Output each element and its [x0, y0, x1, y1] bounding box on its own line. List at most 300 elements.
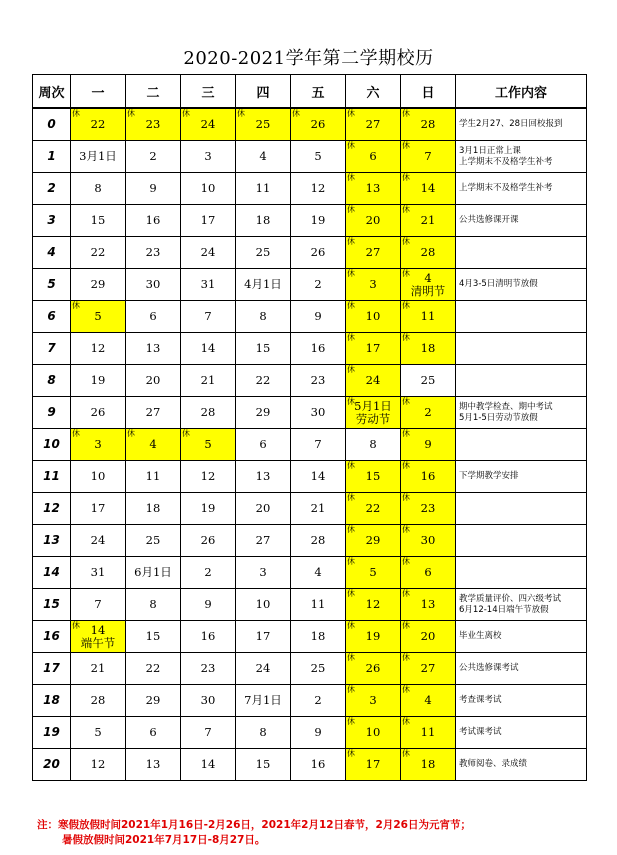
day-date: 5: [94, 725, 102, 739]
holiday-mark: 休: [402, 493, 410, 502]
day-date: 24: [255, 661, 271, 675]
holiday-mark: 休: [402, 525, 410, 534]
day-date: 28: [90, 693, 106, 707]
header-mon: 一: [71, 75, 126, 109]
holiday-mark: 休: [182, 429, 190, 438]
day-cell: [181, 493, 236, 525]
day-cell: [291, 237, 346, 269]
day-cell: [291, 205, 346, 237]
day-cell: [401, 557, 456, 589]
day-cell: [126, 589, 181, 621]
holiday-mark: 休: [402, 653, 410, 662]
day-date: 23: [145, 245, 161, 259]
day-cell: [126, 397, 181, 429]
day-cell: [236, 621, 291, 653]
day-date: 30: [200, 693, 216, 707]
week-number: 14: [33, 557, 71, 589]
holiday-mark: 休: [72, 109, 80, 118]
day-date: 11: [420, 309, 436, 323]
day-cell: [71, 589, 126, 621]
day-cell: [291, 429, 346, 461]
header-fri: 五: [291, 75, 346, 109]
work-content-line: 下学期教学安排: [459, 471, 519, 481]
work-content-cell: [456, 269, 587, 301]
day-date: 6: [369, 149, 377, 163]
day-cell: [236, 557, 291, 589]
holiday-mark: 休: [402, 717, 410, 726]
day-cell: [346, 429, 401, 461]
day-date: 7: [314, 437, 322, 451]
day-cell: [181, 301, 236, 333]
day-cell: [126, 173, 181, 205]
day-cell: [126, 141, 181, 173]
holiday-mark: 休: [347, 141, 355, 150]
day-date: 15: [145, 629, 161, 643]
day-date: 17: [365, 757, 381, 771]
day-date: 20: [145, 373, 161, 387]
footnote-line-2: 暑假放假时间2021年7月17日-8月27日。: [62, 834, 266, 846]
day-date: 14: [420, 181, 436, 195]
day-cell: [71, 141, 126, 173]
day-cell: [126, 461, 181, 493]
day-cell: [346, 173, 401, 205]
day-cell: [401, 621, 456, 653]
header-work-content: 工作内容: [456, 75, 587, 109]
work-content-cell: [456, 237, 587, 269]
work-content-cell: [456, 653, 587, 685]
day-date: 17: [90, 501, 106, 515]
day-date: 20: [255, 501, 271, 515]
day-cell: [126, 301, 181, 333]
day-cell: [71, 525, 126, 557]
day-date: 2: [424, 405, 432, 419]
day-date: 6: [149, 309, 157, 323]
day-date: 30: [310, 405, 326, 419]
day-date: 3: [259, 565, 267, 579]
day-date: 31: [200, 277, 216, 291]
week-number: 16: [33, 621, 71, 653]
week-number: 13: [33, 525, 71, 557]
day-date: 30: [420, 533, 436, 547]
day-date: 2: [149, 149, 157, 163]
day-cell: [181, 557, 236, 589]
day-cell: [236, 141, 291, 173]
day-cell: [346, 461, 401, 493]
holiday-mark: 休: [347, 557, 355, 566]
day-date: 8: [259, 725, 267, 739]
holiday-mark: 休: [402, 397, 410, 406]
day-cell: [236, 749, 291, 781]
day-date: 9: [314, 725, 322, 739]
header-wed: 三: [181, 75, 236, 109]
day-date: 23: [200, 661, 216, 675]
work-content-cell: [456, 173, 587, 205]
day-cell: [401, 685, 456, 717]
day-cell: [236, 269, 291, 301]
day-cell: [236, 589, 291, 621]
week-row: [33, 365, 587, 397]
week-number: 11: [33, 461, 71, 493]
day-cell: [401, 333, 456, 365]
week-row: [33, 237, 587, 269]
day-cell: [401, 525, 456, 557]
holiday-mark: 休: [402, 685, 410, 694]
day-date: 12: [365, 597, 381, 611]
day-cell: [291, 525, 346, 557]
day-date: 26: [365, 661, 381, 675]
day-date: 13: [255, 469, 271, 483]
work-content-cell: [456, 365, 587, 397]
day-cell: [71, 301, 126, 333]
calendar-title: 2020-2021学年第二学期校历: [183, 48, 434, 69]
day-date: 14: [200, 341, 216, 355]
school-calendar-table: [32, 74, 587, 781]
work-content-line: 教师阅卷、录成绩: [459, 759, 528, 769]
holiday-mark: 休: [347, 749, 355, 758]
day-cell: [401, 269, 456, 301]
day-cell: [126, 557, 181, 589]
week-number: 5: [33, 269, 71, 301]
day-cell: [291, 493, 346, 525]
holiday-mark: 休: [347, 653, 355, 662]
holiday-mark: 休: [347, 589, 355, 598]
day-cell: [71, 653, 126, 685]
day-cell: [346, 108, 401, 141]
day-cell: [346, 397, 401, 429]
holiday-mark: 休: [347, 493, 355, 502]
day-date: 5: [314, 149, 322, 163]
day-date: 29: [365, 533, 381, 547]
day-cell: [126, 205, 181, 237]
work-content-cell: [456, 749, 587, 781]
day-cell: [236, 365, 291, 397]
day-cell: [236, 301, 291, 333]
work-content-cell: [456, 205, 587, 237]
week-number: 10: [33, 429, 71, 461]
week-row: [33, 205, 587, 237]
day-date: 17: [255, 629, 271, 643]
day-cell: [181, 685, 236, 717]
day-cell: [236, 173, 291, 205]
holiday-mark: 休: [347, 301, 355, 310]
day-holiday-name: 劳动节: [355, 411, 391, 426]
day-cell: [126, 365, 181, 397]
day-cell: [236, 717, 291, 749]
day-cell: [126, 621, 181, 653]
day-date: 20: [365, 213, 381, 227]
work-content-line: 期中教学检查、期中考试: [459, 401, 553, 412]
footnote-line-1: 注：寒假放假时间2021年1月16日-2月26日，2021年2月12日春节，2月26日为元宵节；: [37, 819, 471, 831]
work-content-line: 3月1日正常上课: [459, 145, 521, 156]
day-date: 3: [369, 277, 377, 291]
day-date: 15: [255, 341, 271, 355]
day-cell: [126, 333, 181, 365]
work-content-line: 学生2月27、28日回校报到: [459, 119, 563, 129]
holiday-mark: 休: [237, 109, 245, 118]
day-date: 7月1日: [244, 693, 282, 707]
week-row: [33, 621, 587, 653]
header-tue: 二: [126, 75, 181, 109]
day-cell: [126, 269, 181, 301]
work-content-line: 公共选修课开课: [459, 215, 519, 225]
day-cell: [181, 653, 236, 685]
day-date: 24: [200, 245, 216, 259]
work-content-line: 5月1-5日劳动节放假: [459, 412, 538, 423]
holiday-mark: 休: [72, 429, 80, 438]
day-date: 6: [149, 725, 157, 739]
day-cell: [346, 237, 401, 269]
day-cell: [71, 493, 126, 525]
work-content-cell: [456, 557, 587, 589]
day-date: 4月1日: [244, 277, 282, 291]
day-date: 31: [90, 565, 106, 579]
day-date: 3月1日: [79, 149, 117, 163]
work-content-cell: [456, 301, 587, 333]
day-date: 27: [365, 245, 381, 259]
work-content-cell: [456, 685, 587, 717]
day-date: 28: [420, 117, 436, 131]
holiday-mark: 休: [347, 269, 355, 278]
day-cell: [346, 717, 401, 749]
week-row: [33, 653, 587, 685]
day-cell: [236, 461, 291, 493]
holiday-mark: 休: [347, 173, 355, 182]
work-content-line: 公共选修课考试: [459, 663, 519, 673]
day-date: 18: [420, 341, 436, 355]
day-cell: [181, 269, 236, 301]
day-cell: [126, 237, 181, 269]
holiday-mark: 休: [127, 109, 135, 118]
day-cell: [71, 108, 126, 141]
day-date: 3: [369, 693, 377, 707]
day-date: 13: [420, 597, 436, 611]
holiday-mark: 休: [402, 461, 410, 470]
day-date: 19: [310, 213, 326, 227]
header-week: 周次: [33, 75, 71, 109]
day-cell: [236, 205, 291, 237]
day-date: 24: [90, 533, 106, 547]
day-date: 5月1日: [354, 398, 392, 413]
day-date: 8: [369, 437, 377, 451]
header-thu: 四: [236, 75, 291, 109]
day-cell: [401, 205, 456, 237]
day-cell: [71, 237, 126, 269]
day-cell: [291, 141, 346, 173]
day-cell: [346, 525, 401, 557]
week-row: [33, 173, 587, 205]
day-cell: [71, 269, 126, 301]
week-number: 8: [33, 365, 71, 397]
day-date: 14: [310, 469, 326, 483]
day-cell: [401, 461, 456, 493]
work-content-cell: [456, 461, 587, 493]
day-date: 29: [90, 277, 106, 291]
week-row: [33, 749, 587, 781]
day-cell: [236, 397, 291, 429]
footnote: [37, 818, 471, 848]
day-date: 15: [255, 757, 271, 771]
day-date: 7: [204, 309, 212, 323]
day-date: 10: [90, 469, 106, 483]
day-date: 28: [310, 533, 326, 547]
day-date: 25: [145, 533, 161, 547]
day-cell: [401, 493, 456, 525]
day-date: 27: [255, 533, 271, 547]
holiday-mark: 休: [402, 109, 410, 118]
holiday-mark: 休: [347, 525, 355, 534]
day-cell: [181, 461, 236, 493]
day-cell: [71, 685, 126, 717]
holiday-mark: 休: [347, 205, 355, 214]
day-cell: [291, 365, 346, 397]
holiday-mark: 休: [402, 301, 410, 310]
holiday-mark: 休: [182, 109, 190, 118]
day-cell: [346, 589, 401, 621]
day-date: 13: [145, 341, 161, 355]
holiday-mark: 休: [72, 301, 80, 310]
day-cell: [291, 685, 346, 717]
holiday-mark: 休: [402, 237, 410, 246]
holiday-mark: 休: [402, 749, 410, 758]
week-number: 9: [33, 397, 71, 429]
work-content-cell: [456, 493, 587, 525]
day-date: 22: [145, 661, 161, 675]
week-row: [33, 461, 587, 493]
day-date: 24: [365, 373, 381, 387]
day-date: 4: [259, 149, 267, 163]
day-date: 21: [90, 661, 106, 675]
day-date: 7: [94, 597, 102, 611]
day-cell: [346, 557, 401, 589]
work-content-cell: [456, 621, 587, 653]
day-cell: [291, 589, 346, 621]
day-date: 22: [365, 501, 381, 515]
holiday-mark: 休: [402, 269, 410, 278]
day-cell: [401, 365, 456, 397]
holiday-mark: 休: [402, 621, 410, 630]
day-date: 9: [204, 597, 212, 611]
day-date: 9: [314, 309, 322, 323]
work-content-line: 考查课考试: [459, 695, 502, 705]
holiday-mark: 休: [402, 205, 410, 214]
holiday-mark: 休: [292, 109, 300, 118]
day-date: 6: [424, 565, 432, 579]
day-cell: [346, 269, 401, 301]
day-date: 17: [365, 341, 381, 355]
work-content-line: 6月12-14日端午节放假: [459, 604, 549, 615]
day-date: 7: [204, 725, 212, 739]
week-row: [33, 717, 587, 749]
week-number: 19: [33, 717, 71, 749]
day-cell: [71, 173, 126, 205]
day-cell: [181, 589, 236, 621]
week-row: [33, 493, 587, 525]
day-cell: [181, 717, 236, 749]
day-cell: [291, 173, 346, 205]
week-number: 0: [33, 108, 71, 141]
day-date: 13: [365, 181, 381, 195]
holiday-mark: 休: [347, 397, 355, 406]
day-cell: [126, 749, 181, 781]
day-date: 11: [310, 597, 326, 611]
day-date: 12: [200, 469, 216, 483]
week-row: [33, 557, 587, 589]
day-cell: [291, 749, 346, 781]
day-cell: [126, 717, 181, 749]
day-cell: [71, 557, 126, 589]
day-date: 27: [145, 405, 161, 419]
day-cell: [181, 621, 236, 653]
holiday-mark: 休: [347, 365, 355, 374]
day-date: 11: [420, 725, 436, 739]
day-cell: [291, 557, 346, 589]
day-cell: [181, 397, 236, 429]
week-row: [33, 589, 587, 621]
week-row: [33, 108, 587, 141]
day-cell: [401, 301, 456, 333]
holiday-mark: 休: [347, 333, 355, 342]
week-number: 18: [33, 685, 71, 717]
day-date: 2: [314, 277, 322, 291]
day-cell: [71, 621, 126, 653]
day-cell: [181, 205, 236, 237]
day-cell: [181, 525, 236, 557]
week-row: [33, 301, 587, 333]
day-cell: [71, 429, 126, 461]
work-content-cell: [456, 397, 587, 429]
day-date: 18: [310, 629, 326, 643]
day-date: 10: [365, 309, 381, 323]
day-cell: [181, 365, 236, 397]
day-date: 26: [310, 117, 326, 131]
holiday-mark: 休: [402, 333, 410, 342]
week-row: [33, 525, 587, 557]
day-cell: [236, 333, 291, 365]
day-cell: [236, 429, 291, 461]
day-date: 10: [365, 725, 381, 739]
header-sun: 日: [401, 75, 456, 109]
day-date: 12: [90, 757, 106, 771]
day-date: 14: [90, 622, 106, 637]
work-content-cell: [456, 525, 587, 557]
day-cell: [236, 653, 291, 685]
day-cell: [346, 653, 401, 685]
calendar-body: [33, 108, 587, 781]
day-date: 28: [200, 405, 216, 419]
day-cell: [291, 269, 346, 301]
day-date: 19: [365, 629, 381, 643]
day-cell: [126, 429, 181, 461]
day-date: 18: [145, 501, 161, 515]
day-cell: [236, 493, 291, 525]
day-date: 21: [420, 213, 436, 227]
holiday-mark: 休: [402, 173, 410, 182]
work-content-line: 上学期末不及格学生补考: [459, 156, 553, 167]
day-cell: [401, 173, 456, 205]
work-content-cell: [456, 717, 587, 749]
week-number: 7: [33, 333, 71, 365]
day-cell: [71, 397, 126, 429]
day-date: 2: [204, 565, 212, 579]
holiday-mark: 休: [347, 461, 355, 470]
day-cell: [71, 717, 126, 749]
day-cell: [236, 685, 291, 717]
day-date: 29: [255, 405, 271, 419]
day-date: 27: [365, 117, 381, 131]
day-date: 2: [314, 693, 322, 707]
day-cell: [346, 333, 401, 365]
work-content-cell: [456, 108, 587, 141]
